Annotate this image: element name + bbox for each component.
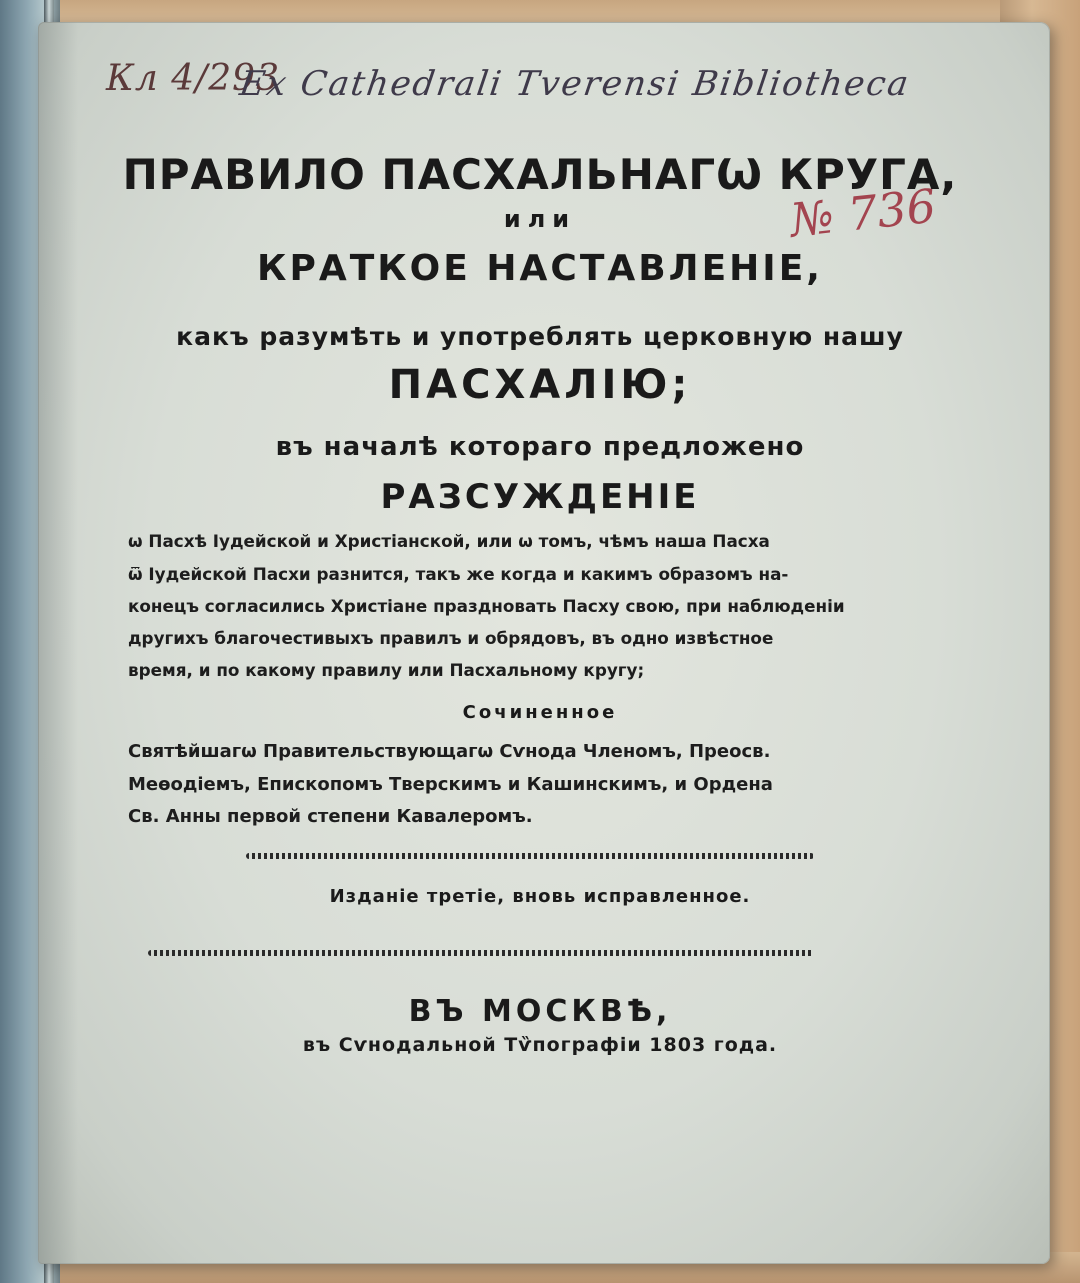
title-line-beginning: въ началѣ котораго предложено xyxy=(275,432,805,462)
title-line-subtitle: КРАТКОЕ НАСТАВЛЕНІЕ, xyxy=(257,248,823,289)
edition-note: Изданіе третіе, вновь исправленное. xyxy=(329,886,751,907)
description-line: ѡ Пасхѣ Іудейской и Христіанской, или ѡ томъ, чѣмъ наша Пасха xyxy=(128,531,770,551)
description-line: другихъ благочестивыхъ правилъ и обрядовъ, въ одно извѣстное xyxy=(128,628,774,648)
authorship-line: Меѳодіемъ, Епископомъ Тверскимъ и Кашинскимъ, и Ордена xyxy=(128,774,773,795)
title-line-discourse: РАЗСУЖДЕНІЕ xyxy=(380,477,700,517)
description-line: время, и по какому правилу или Пасхальному кругу; xyxy=(128,660,645,680)
authorship-line: Св. Анны первой степени Кавалеромъ. xyxy=(128,806,533,827)
handwritten-number: № 736 xyxy=(787,178,939,248)
description-line: конецъ согласились Христіане праздновать Пасху свою, при наблюденіи xyxy=(128,596,845,616)
description-line: ѿ Іудейской Пасхи разнится, такъ же когда и какимъ образомъ на- xyxy=(128,564,789,584)
authorship-label: Сочиненное xyxy=(462,702,618,723)
authorship-line: Святѣйшагѡ Правительствующагѡ Сѵнода Членомъ, Преосв. xyxy=(128,741,771,762)
title-line-how: какъ разумѣть и употреблять церковную нашу xyxy=(176,322,904,351)
imprint-press: въ Сѵнодальной Тѷпографіи 1803 года. xyxy=(302,1034,778,1056)
title-line-main: ПРАВИЛО ПАСХАЛЬНАГѠ КРУГА, xyxy=(122,150,958,199)
ornamental-rule-bottom xyxy=(148,950,814,956)
title-line-paschalia: ПАСХАЛІЮ; xyxy=(388,362,692,408)
handwritten-ex-libris: Ex Cathedrali Tverensi Bibliotheca xyxy=(237,64,913,104)
handwritten-shelf-mark: Кл 4/293 xyxy=(106,58,280,99)
imprint-city: ВЪ МОСКВѢ, xyxy=(408,994,672,1029)
ornamental-rule-top xyxy=(246,853,814,859)
title-line-or: или xyxy=(503,205,577,233)
